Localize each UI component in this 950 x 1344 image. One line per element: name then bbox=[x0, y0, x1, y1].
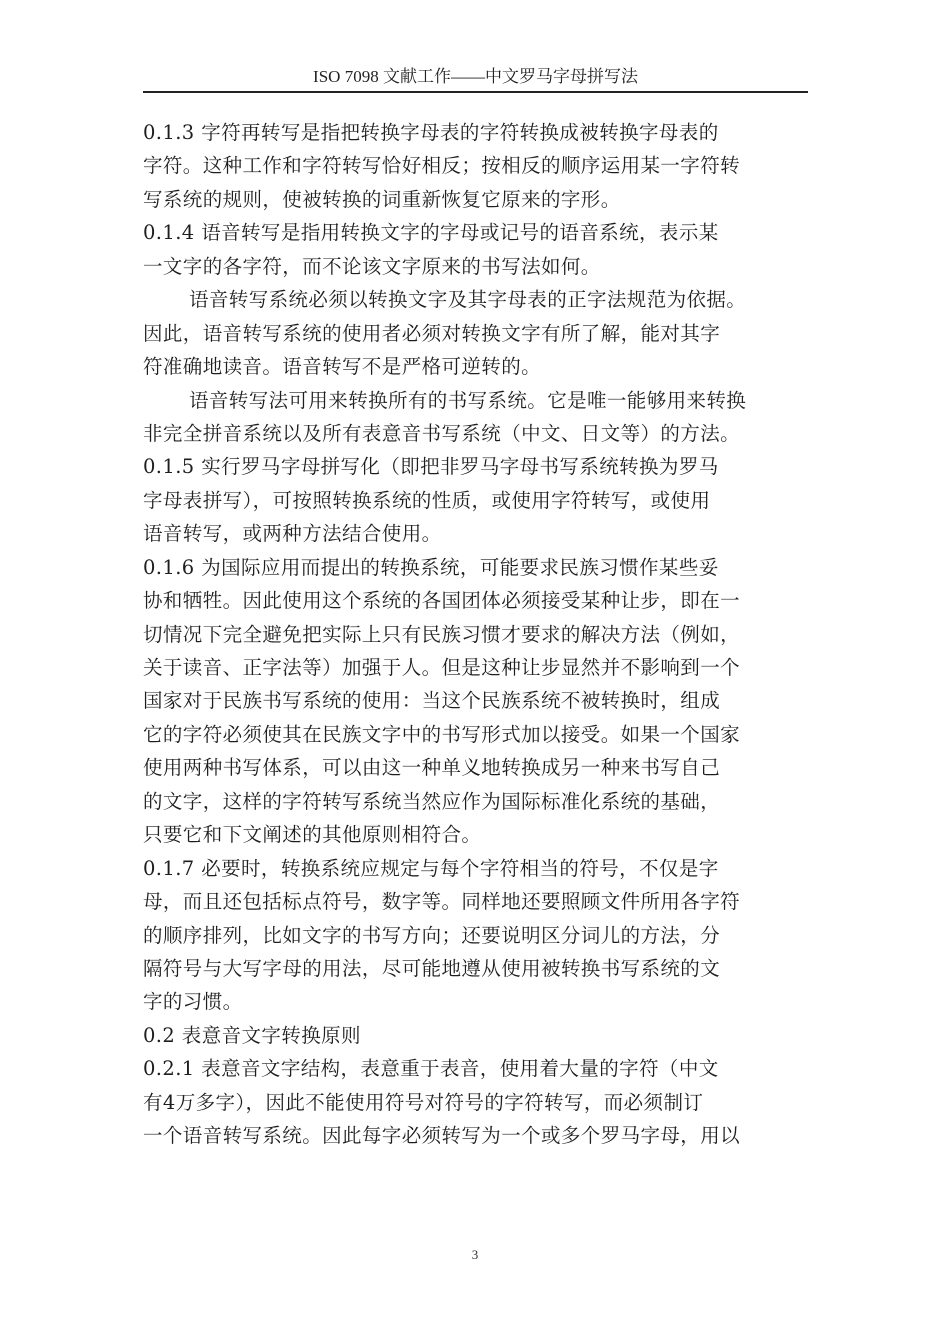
text-line: 0.1.4 语音转写是指用转换文字的字母或记号的语音系统，表示某 bbox=[143, 221, 719, 245]
text-line: 0.1.6 为国际应用而提出的转换系统，可能要求民族习惯作某些妥 bbox=[143, 555, 719, 579]
text-line: 非完全拼音系统以及所有表意音书写系统（中文、日文等）的方法。 bbox=[143, 421, 741, 445]
section-heading: 0.2 表意音文字转换原则 bbox=[143, 1023, 361, 1047]
text-line: 关于读音、正字法等）加强于人。但是这种让步显然并不影响到一个 bbox=[143, 656, 741, 679]
text-line: 语音转写系统必须以转换文字及其字母表的正字法规范为依据。 bbox=[189, 288, 747, 312]
running-header: ISO 7098 文献工作——中文罗马字母拼写法 bbox=[313, 67, 638, 86]
text-line: 它的字符必须使其在民族文字中的书写形式加以接受。如果一个国家 bbox=[143, 722, 741, 746]
text-line: 0.1.3 字符再转写是指把转换字母表的字符转换成被转换字母表的 bbox=[143, 121, 719, 144]
header-rule bbox=[143, 91, 808, 93]
text-line: 隔符号与大写字母的用法，尽可能地遵从使用被转换书写系统的文 bbox=[143, 956, 721, 980]
text-line: 语音转写，或两种方法结合使用。 bbox=[143, 522, 442, 546]
text-line: 一个语音转写系统。因此每字必须转写为一个或多个罗马字母，用以 bbox=[143, 1124, 741, 1148]
body-text bbox=[143, 116, 808, 1153]
text-line: 字符。这种工作和字符转写恰好相反；按相反的顺序运用某一字符转 bbox=[143, 154, 741, 178]
text-line: 0.1.7 必要时，转换系统应规定与每个字符相当的符号，不仅是字 bbox=[143, 856, 719, 880]
text-line: 0.1.5 实行罗马字母拼写化（即把非罗马字母书写系统转换为罗马 bbox=[143, 455, 719, 479]
text-line: 协和牺牲。因此使用这个系统的各国团体必须接受某种让步，即在一 bbox=[143, 589, 741, 613]
text-line: 写系统的规则，使被转换的词重新恢复它原来的字形。 bbox=[143, 187, 621, 211]
text-line: 字的习惯。 bbox=[143, 990, 243, 1014]
text-line: 字母表拼写），可按照转换系统的性质，或使用字符转写，或使用 bbox=[143, 488, 711, 512]
text-line: 的顺序排列，比如文字的书写方向；还要说明区分词儿的方法，分 bbox=[143, 923, 721, 947]
text-line: 符准确地读音。语音转写不是严格可逆转的。 bbox=[143, 355, 542, 379]
text-line: 0.2.1 表意音文字结构，表意重于表音，使用着大量的字符（中文 bbox=[143, 1057, 719, 1081]
page-number: 3 bbox=[471, 1247, 479, 1262]
text-line: 只要它和下文阐述的其他原则相符合。 bbox=[143, 823, 482, 847]
text-line: 的文字，这样的字符转写系统当然应作为国际标准化系统的基础， bbox=[143, 789, 721, 813]
text-line: 有4万多字），因此不能使用符号对符号的字符转写，而必须制订 bbox=[143, 1090, 704, 1114]
text-line: 语音转写法可用来转换所有的书写系统。它是唯一能够用来转换 bbox=[189, 388, 747, 412]
text-line: 因此，语音转写系统的使用者必须对转换文字有所了解，能对其字 bbox=[143, 321, 721, 345]
text-line: 使用两种书写体系，可以由这一种单义地转换成另一种来书写自己 bbox=[143, 756, 721, 780]
text-line: 切情况下完全避免把实际上只有民族习惯才要求的解决方法（例如， bbox=[143, 622, 741, 646]
text-line: 国家对于民族书写系统的使用：当这个民族系统不被转换时，组成 bbox=[143, 689, 721, 713]
text-line: 母，而且还包括标点符号，数字等。同样地还要照顾文件所用各字符 bbox=[143, 890, 741, 914]
text-line: 一文字的各字符，而不论该文字原来的书写法如何。 bbox=[143, 254, 601, 278]
